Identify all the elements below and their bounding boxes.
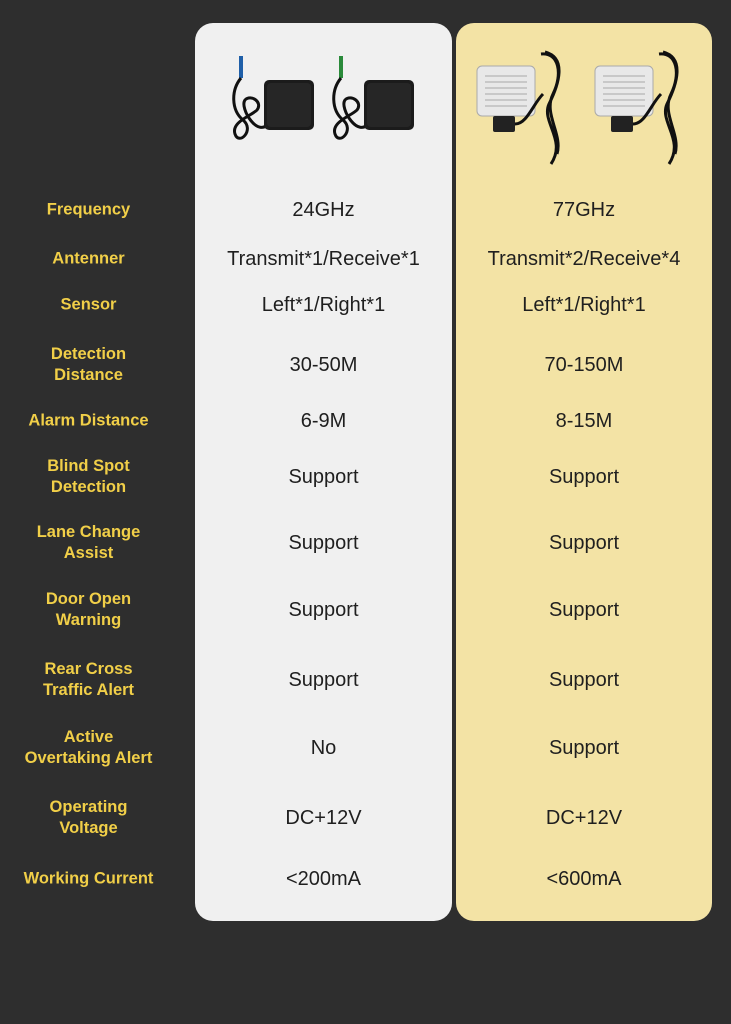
spec-value-77ghz: 8-15M xyxy=(555,410,613,432)
spec-value-77ghz: Left*1/Right*1 xyxy=(522,294,646,316)
spec-value-77ghz: 70-150M xyxy=(544,354,624,376)
spec-label: Working Current xyxy=(23,869,154,888)
spec-value-77ghz: Transmit*2/Receive*4 xyxy=(487,248,681,270)
spec-value-24ghz: Support xyxy=(288,466,359,488)
spec-label: Blind Spot Detection xyxy=(47,457,130,496)
product-image-24ghz xyxy=(195,50,452,162)
spec-value-77ghz: 77GHz xyxy=(552,199,616,221)
radar-unit-24ghz-left xyxy=(229,50,319,162)
spec-label: Antenner xyxy=(52,249,125,268)
radar-unit-77ghz-left xyxy=(471,44,579,174)
spec-value-77ghz: Support xyxy=(548,599,620,621)
spec-label: Sensor xyxy=(60,295,117,314)
spec-value-77ghz: DC+12V xyxy=(545,807,623,829)
product-image-77ghz xyxy=(456,50,712,162)
spec-label: Rear Cross Traffic Alert xyxy=(42,660,135,699)
spec-value-24ghz: Support xyxy=(288,532,359,554)
spec-value-24ghz: Left*1/Right*1 xyxy=(261,294,386,316)
spec-value-24ghz: 24GHz xyxy=(292,199,355,221)
spec-value-24ghz: 30-50M xyxy=(289,354,358,376)
spec-value-24ghz: DC+12V xyxy=(285,807,362,829)
spec-value-77ghz: Support xyxy=(548,532,620,554)
spec-value-24ghz: 6-9M xyxy=(300,410,347,432)
spec-label: Lane Change Assist xyxy=(36,523,141,562)
radar-unit-77ghz-right xyxy=(589,44,697,174)
spec-value-77ghz: Support xyxy=(548,466,620,488)
spec-label: Operating Voltage xyxy=(49,798,128,837)
spec-label: Alarm Distance xyxy=(28,411,149,430)
spec-label: Active Overtaking Alert xyxy=(24,728,153,767)
spec-value-77ghz: Support xyxy=(548,737,620,759)
spec-label: Frequency xyxy=(46,200,131,219)
spec-label: Detection Distance xyxy=(50,345,127,384)
spec-value-24ghz: Transmit*1/Receive*1 xyxy=(227,248,420,270)
spec-label: Door Open Warning xyxy=(45,590,132,629)
spec-value-24ghz: <200mA xyxy=(285,868,362,890)
radar-unit-24ghz-right xyxy=(329,50,419,162)
spec-value-24ghz: Support xyxy=(288,669,359,691)
spec-value-77ghz: Support xyxy=(548,669,620,691)
spec-value-24ghz: Support xyxy=(288,599,359,621)
spec-value-24ghz: No xyxy=(310,737,337,759)
spec-value-77ghz: <600mA xyxy=(546,868,622,890)
